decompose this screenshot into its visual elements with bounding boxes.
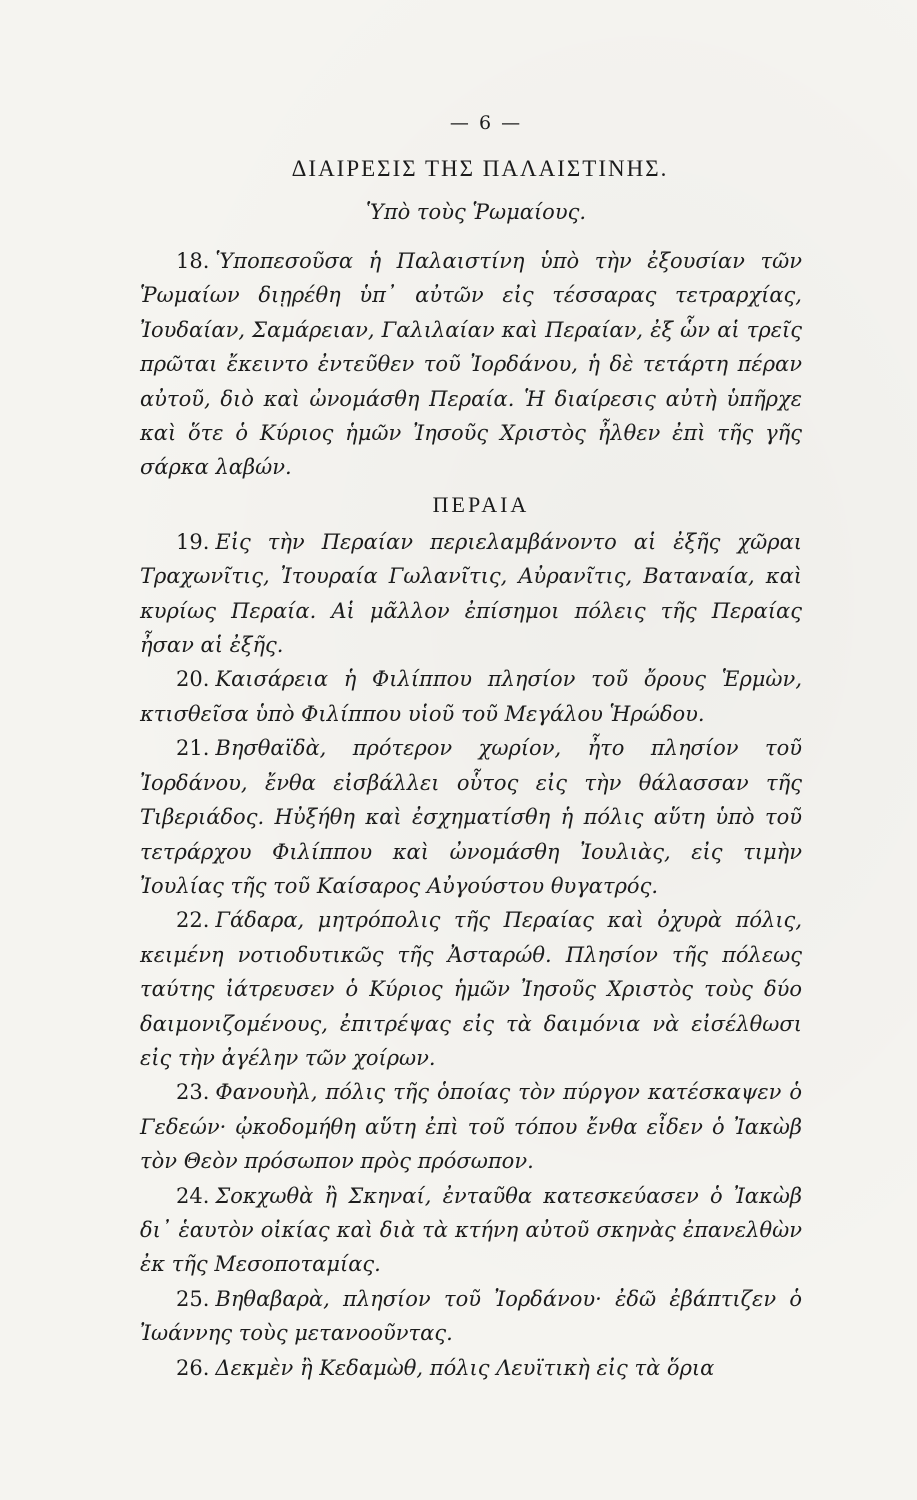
paragraph-text: Σοκχωθὰ ἢ Σκηναί, ἐνταῦθα κατεσκεύασεν ὁ Ἰακὼβ δι᾽ ἑαυτὸν οἰκίας καὶ διὰ τὰ κτήνη αὐτοῦ σκηνὰς ἐπανελθὼν ἐκ τῆς Μεσοποταμίας. xyxy=(140,1183,802,1277)
paragraph-22 xyxy=(140,903,802,1075)
paragraph-number: 25. xyxy=(176,1286,210,1311)
paragraph-21 xyxy=(140,731,802,903)
page-number: — 6 — xyxy=(449,112,523,134)
paragraph-18 xyxy=(140,244,802,485)
paragraph-text: Καισάρεια ἡ Φιλίππου πλησίον τοῦ ὄρους Ἑρμὼν, κτισθεῖσα ὑπὸ Φιλίππου υἱοῦ τοῦ Μεγάλου Ἡρώδου. xyxy=(140,667,802,726)
paragraph-number: 24. xyxy=(176,1183,210,1208)
paragraph-text: Βηθαβαρὰ, πλησίον τοῦ Ἰορδάνου· ἐδῶ ἐβάπτιζεν ὁ Ἰωάννης τοὺς μετανοοῦντας. xyxy=(140,1286,802,1346)
chapter-title: ΔΙΑΙΡΕΣΙΣ ΤΗΣ ΠΑΛΑΙΣΤΙΝΗΣ. xyxy=(291,156,669,181)
paragraph-number: 21. xyxy=(176,736,210,761)
paragraph-20 xyxy=(140,662,802,731)
paragraph-text: Εἰς τὴν Περαίαν περιελαμβάνοντο αἱ ἐξῆς χῶραι Τραχωνῖτις, Ἰτουραία Γωλανῖτις, Αὐρανῖτις, Βαταναία, καὶ κυρίως Περαία. Αἱ μᾶλλον ἐπίσημοι πόλεις τῆς Περαίας ἦσαν αἱ ἐξῆς. xyxy=(140,529,802,658)
paragraph-24 xyxy=(140,1179,802,1282)
paragraph-text: Βησθαϊδὰ, πρότερον χωρίον, ἦτο πλησίον τοῦ Ἰορδάνου, ἔνθα εἰσβάλλει οὗτος εἰς τὴν θάλασσαν τῆς Τιβεριάδος. Ηὐξήθη καὶ ἐσχηματίσθη ἡ πόλις αὕτη ὑπὸ τοῦ τετράρχου Φιλίππου καὶ ὠνομάσθη Ἰουλιὰς, εἰς τιμὴν Ἰουλίας τῆς τοῦ Καίσαρος Αὐγούστου θυγατρός. xyxy=(140,736,802,898)
section-heading-peraia: ΠΕΡΑΙΑ xyxy=(432,491,530,517)
paragraph-26 xyxy=(140,1351,802,1385)
chapter-subtitle: Ὑπὸ τοὺς Ῥωμαίους. xyxy=(365,200,587,224)
paragraph-number: 22. xyxy=(176,908,210,933)
paragraph-text: Γάδαρα, μητρόπολις τῆς Περαίας καὶ ὀχυρὰ πόλις, κειμένη νοτιοδυτικῶς τῆς Ἀσταρώθ. Πλησίον τῆς πόλεως ταύτης ἰάτρευσεν ὁ Κύριος ἡμῶν Ἰησοῦς Χριστὸς τοὺς δύο δαιμονιζομένους, ἐπιτρέψας εἰς τὰ δαιμόνια νὰ εἰσέλθωσι εἰς τὴν ἀγέλην τῶν χοίρων. xyxy=(140,908,802,1070)
paragraph-number: 23. xyxy=(176,1080,210,1105)
paragraph-number: 20. xyxy=(176,667,210,692)
paragraph-23 xyxy=(140,1075,802,1178)
paragraph-text: Φανουὴλ, πόλις τῆς ὁποίας τὸν πύργον κατέσκαψεν ὁ Γεδεών· ᾠκοδομήθη αὕτη ἐπὶ τοῦ τόπου ἔνθα εἶδεν ὁ Ἰακὼβ τὸν Θεὸν πρόσωπον πρὸς πρόσωπον. xyxy=(140,1080,802,1174)
paragraph-25 xyxy=(140,1282,802,1351)
paragraph-number: 26. xyxy=(176,1355,210,1380)
paragraph-text: Ὑποπεσοῦσα ἡ Παλαιστίνη ὑπὸ τὴν ἐξουσίαν τῶν Ῥωμαίων διῃρέθη ὑπ᾽ αὐτῶν εἰς τέσσαρας τετραρχίας, Ἰουδαίαν, Σαμάρειαν, Γαλιλαίαν καὶ Περαίαν, ἐξ ὧν αἱ τρεῖς πρῶται ἔκειντο ἐντεῦθεν τοῦ Ἰορδάνου, ἡ δὲ τετάρτη πέραν αὐτοῦ, διὸ καὶ ὠνομάσθη Περαία. Ἡ διαίρεσις αὐτὴ ὑπῆρχε καὶ ὅτε ὁ Κύριος ἡμῶν Ἰησοῦς Χριστὸς ἦλθεν ἐπὶ τῆς γῆς σάρκα λαβών. xyxy=(140,249,802,480)
paragraph-19 xyxy=(140,525,802,663)
paragraph-number: 19. xyxy=(176,529,210,554)
page-content xyxy=(140,108,802,1385)
paragraph-number: 18. xyxy=(176,249,210,273)
paragraph-text: Δεκμὲν ἢ Κεδαμὼθ, πόλις Λευϊτικὴ εἰς τὰ ὅρια xyxy=(215,1355,715,1380)
